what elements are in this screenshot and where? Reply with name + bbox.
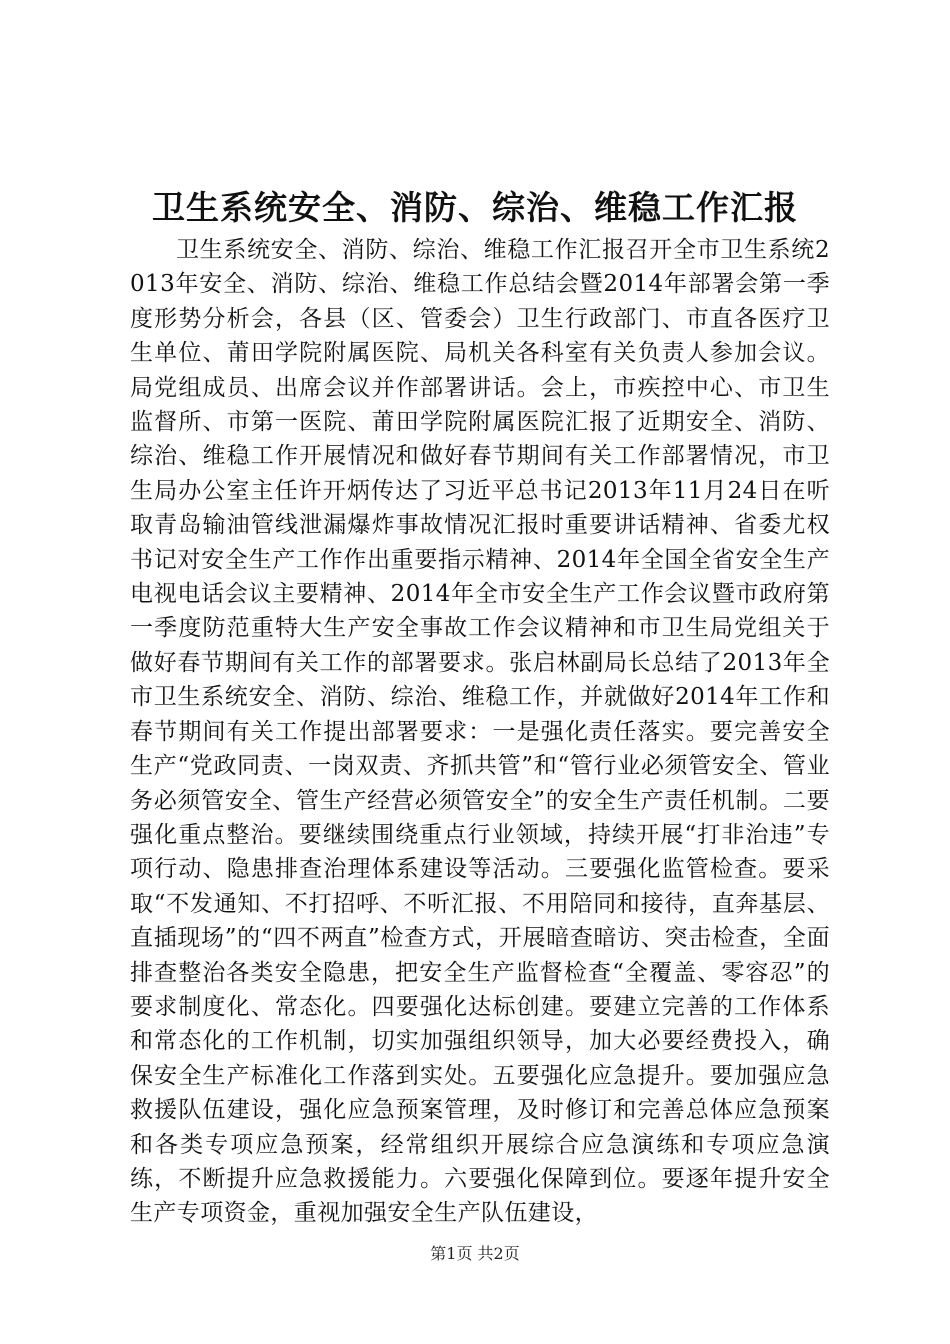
page-number-footer: 第1页 共2页	[430, 1244, 520, 1263]
document-title: 卫生系统安全、消防、综治、维稳工作汇报	[152, 188, 798, 227]
body-paragraph: 卫生系统安全、消防、综治、维稳工作汇报召开全市卫生系统2013年安全、消防、综治、维稳工作总结会暨2014年部署会第一季度形势分析会，各县（区、管委会）卫生行政部门、市直各医疗卫生单位、莆田学院附属医院、局机关各科室有关负责人参加会议。局党组成员、出席会议并作部署讲话。会上，市疾控中心、市卫生监督所、市第一医院、莆田学院附属医院汇报了近期安全、消防、综治、维稳工作开展情况和做好春节期间有关工作部署情况，市卫生局办公室主任许开炳传达了习近平总书记2013年11月24日在听取青岛输油管线泄漏爆炸事故情况汇报时重要讲话精神、省委尤权书记对安全生产工作作出重要指示精神、2014年全国全省安全生产电视电话会议主要精神、2014年全市安全生产工作会议暨市政府第一季度防范重特大生产安全事故工作会议精神和市卫生局党组关于做好春节期间有关工作的部署要求。张启林副局长总结了2013年全市卫生系统安全、消防、综治、维稳工作，并就做好2014年工作和春节期间有关工作提出部署要求：一是强化责任落实。要完善安全生产“党政同责、一岗双责、齐抓共管”和“管行业必须管安全、管业务必须管安全、管生产经营必须管安全”的安全生产责任机制。二要强化重点整治。要继续围绕重点行业领域，持续开展“打非治违”专项行动、隐患排查治理体系建设等活动。三要强化监管检查。要采取“不发通知、不打招呼、不听汇报、不用陪同和接待，直奔基层、直插现场”的“四不两直”检查方式，开展暗查暗访、突击检查，全面排查整治各类安全隐患，把安全生产监督检查“全覆盖、零容忍”的要求制度化、常态化。四要强化达标创建。要建立完善的工作体系和常态化的工作机制，切实加强组织领导，加大必要经费投入，确保安全生产标准化工作落到实处。五要强化应急提升。要加强应急救援队伍建设，强化应急预案管理，及时修订和完善总体应急预案和各类专项应急预案，经常组织开展综合应急演练和专项应急演练，不断提升应急救援能力。六要强化保障到位。要逐年提升安全生产专项资金，重视加强安全生产队伍建设，	[130, 237, 830, 1227]
